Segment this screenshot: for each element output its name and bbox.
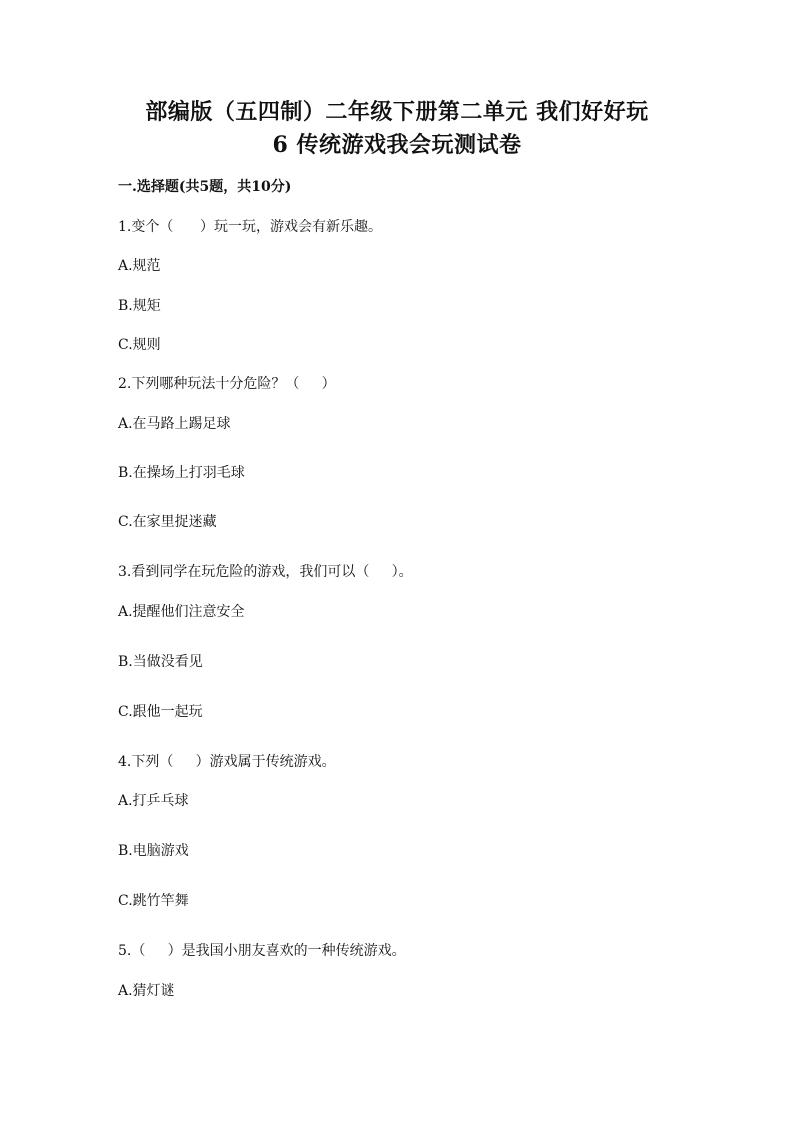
question-4-stem: 4.下列（ ）游戏属于传统游戏。 [118, 754, 336, 770]
question-4-option-c: C.跳竹竿舞 [118, 893, 189, 909]
question-2-stem: 2.下列哪种玩法十分危险？（ ） [118, 376, 336, 392]
question-2-option-b: B.在操场上打羽毛球 [118, 465, 245, 481]
question-1-option-a: A.规范 [118, 258, 161, 274]
question-3-option-b: B.当做没看见 [118, 654, 203, 670]
question-3-option-c: C.跟他一起玩 [118, 704, 203, 720]
question-5-stem: 5.（ ）是我国小朋友喜欢的一种传统游戏。 [118, 943, 406, 959]
question-2-option-a: A.在马路上踢足球 [118, 416, 231, 432]
question-4-option-a: A.打乒乓球 [118, 793, 189, 809]
exam-title-line-1: 部编版（五四制）二年级下册第二单元 我们好好玩 [145, 99, 649, 125]
question-1-option-c: C.规则 [118, 337, 161, 353]
question-3-stem: 3.看到同学在玩危险的游戏，我们可以（ ）。 [118, 564, 413, 580]
section-heading: 一.选择题(共5题，共10分) [118, 179, 292, 195]
question-1-stem: 1.变个（ ）玩一玩，游戏会有新乐趣。 [118, 219, 383, 235]
question-4-option-b: B.电脑游戏 [118, 843, 189, 859]
question-3-option-a: A.提醒他们注意安全 [118, 604, 245, 620]
question-1-option-b: B.规矩 [118, 298, 161, 314]
exam-title-line-2: 6 传统游戏我会玩测试卷 [272, 132, 522, 158]
question-5-option-a: A.猜灯谜 [118, 983, 175, 999]
question-2-option-c: C.在家里捉迷藏 [118, 514, 217, 530]
